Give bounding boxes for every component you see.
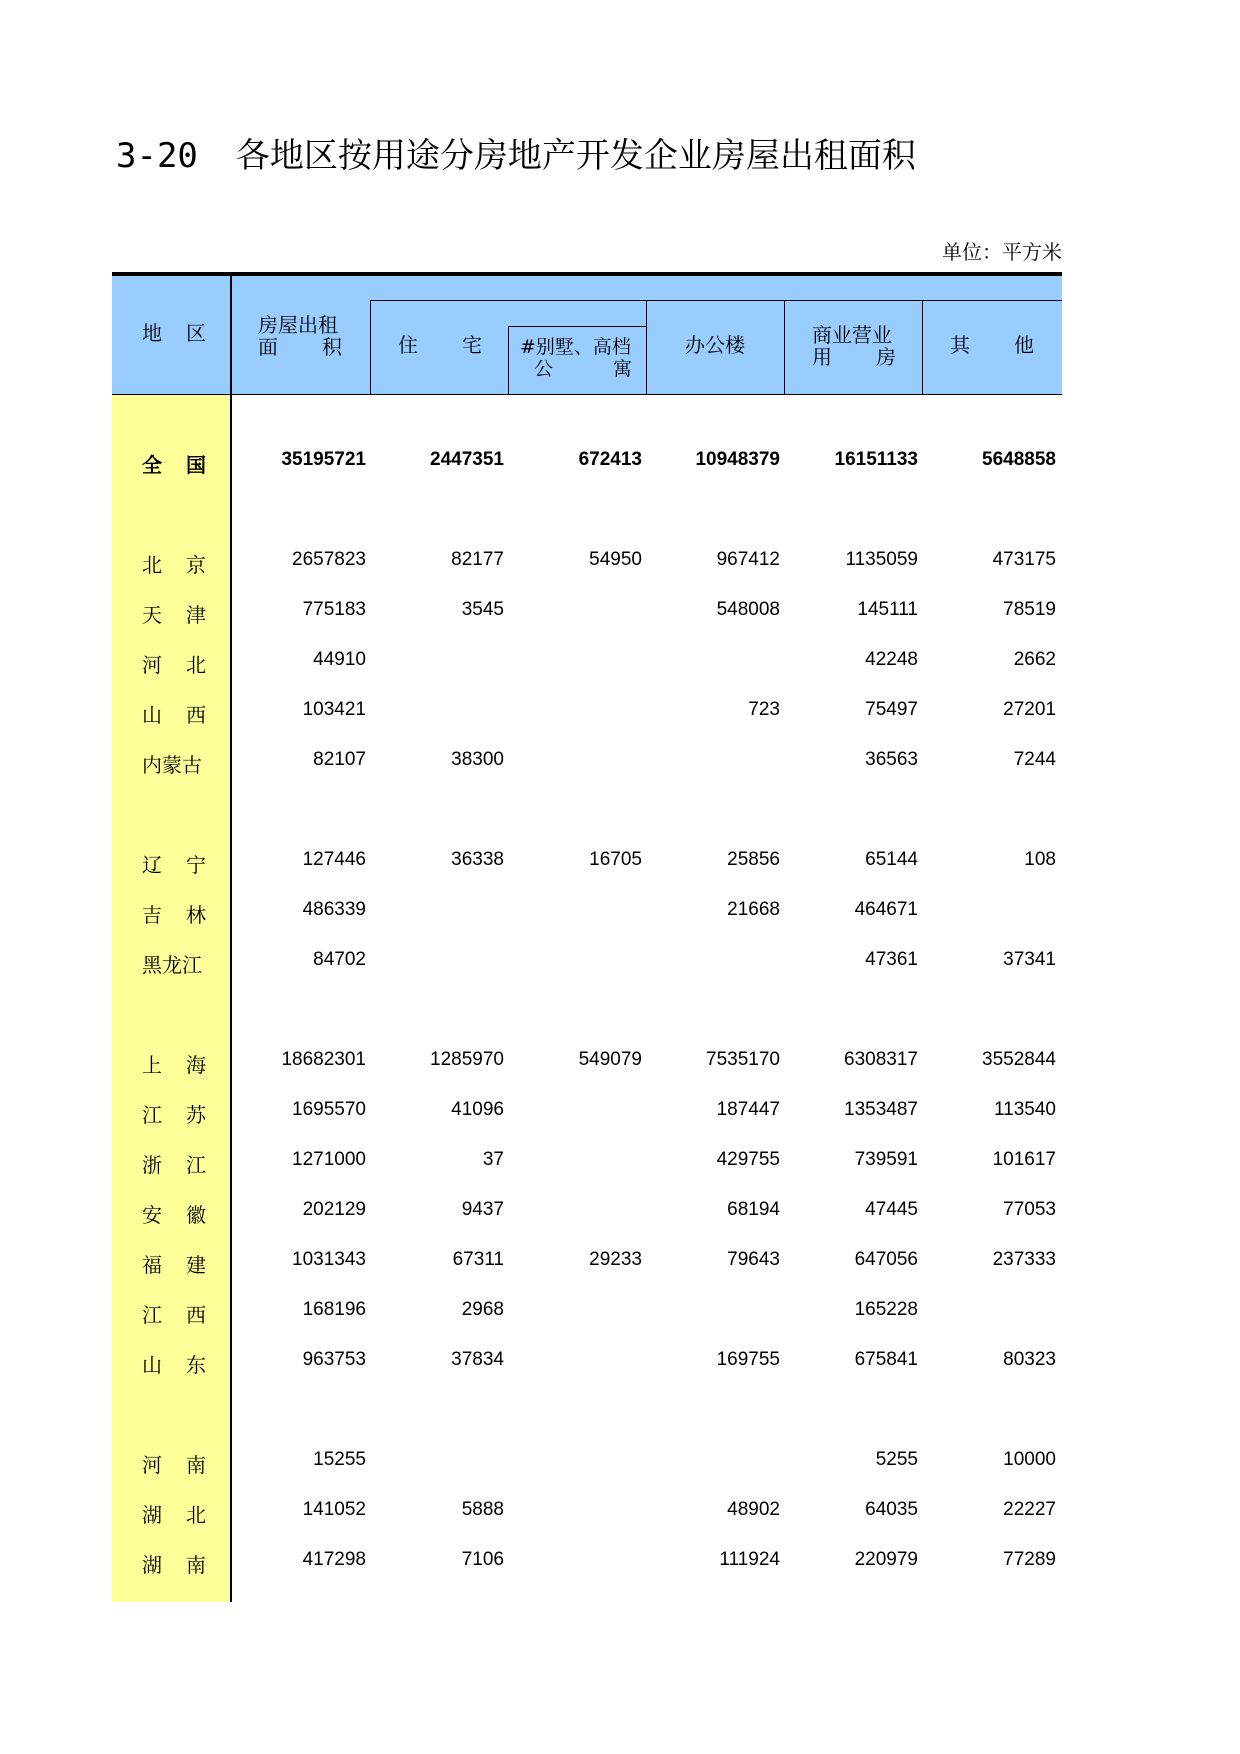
cell-office: 111924 <box>719 1549 780 1570</box>
cell-total: 35195721 <box>281 449 366 470</box>
cell-commercial: 675841 <box>854 1349 918 1370</box>
table-row <box>112 1535 1062 1585</box>
cell-total: 103421 <box>302 699 366 720</box>
cell-residential: 82177 <box>451 549 504 570</box>
cell-other: 77053 <box>1003 1199 1056 1220</box>
region-name: 湖 南 <box>142 1553 206 1577</box>
region-name: 河 南 <box>142 1453 206 1477</box>
cell-office: 68194 <box>727 1199 780 1220</box>
cell-other: 2662 <box>1013 649 1056 670</box>
cell-residential: 38300 <box>451 749 504 770</box>
cell-total: 1695570 <box>292 1099 366 1120</box>
cell-commercial: 16151133 <box>834 449 918 470</box>
cell-villa: 672413 <box>578 449 642 470</box>
cell-office: 25856 <box>727 849 780 870</box>
cell-total: 15255 <box>313 1449 366 1470</box>
region-name: 安 徽 <box>142 1203 206 1227</box>
header-residential: 住 宅 <box>398 333 482 357</box>
header-divider <box>370 300 371 394</box>
region-name: 江 西 <box>142 1303 206 1327</box>
header-divider <box>230 276 232 394</box>
cell-commercial: 5255 <box>875 1449 918 1470</box>
header-villa: #别墅、高档 公 寓 <box>520 336 632 380</box>
cell-other: 113540 <box>994 1099 1056 1120</box>
cell-other: 101617 <box>992 1149 1056 1170</box>
page-title <box>116 128 916 177</box>
cell-residential: 36338 <box>451 849 504 870</box>
cell-other: 3552844 <box>982 1049 1056 1070</box>
cell-office: 169755 <box>716 1349 780 1370</box>
cell-total: 202129 <box>302 1199 366 1220</box>
cell-other: 22227 <box>1003 1499 1056 1520</box>
cell-total: 486339 <box>302 899 366 920</box>
cell-residential: 9437 <box>461 1199 504 1220</box>
cell-residential: 2447351 <box>430 449 504 470</box>
table-row <box>112 1335 1062 1385</box>
cell-residential: 2968 <box>461 1299 504 1320</box>
cell-office: 429755 <box>716 1149 780 1170</box>
table-row <box>112 1035 1062 1085</box>
region-name: 河 北 <box>142 653 206 677</box>
cell-other: 27201 <box>1003 699 1056 720</box>
region-name: 上 海 <box>142 1053 206 1077</box>
region-name: 江 苏 <box>142 1103 206 1127</box>
header-region: 地 区 <box>142 321 206 345</box>
cell-total: 775183 <box>302 599 366 620</box>
region-name: 湖 北 <box>142 1503 206 1527</box>
cell-residential: 3545 <box>461 599 504 620</box>
cell-residential: 1285970 <box>430 1049 504 1070</box>
region-name: 山 西 <box>142 703 206 727</box>
cell-commercial: 65144 <box>865 849 918 870</box>
cell-total: 44910 <box>313 649 366 670</box>
cell-commercial: 220979 <box>854 1549 918 1570</box>
table-row <box>112 835 1062 885</box>
cell-other: 5648858 <box>982 449 1056 470</box>
cell-other: 108 <box>1024 849 1056 870</box>
region-name: 山 东 <box>142 1353 206 1377</box>
cell-residential: 67311 <box>452 1249 504 1270</box>
cell-total: 963753 <box>302 1349 366 1370</box>
cell-commercial: 64035 <box>865 1499 918 1520</box>
header-divider <box>508 326 509 394</box>
header-divider <box>508 326 646 327</box>
cell-residential: 41096 <box>451 1099 504 1120</box>
cell-total: 168196 <box>302 1299 366 1320</box>
region-name: 内蒙古 <box>142 753 202 777</box>
cell-other: 80323 <box>1003 1349 1056 1370</box>
cell-office: 79643 <box>727 1249 780 1270</box>
header-divider <box>784 300 785 394</box>
cell-total: 127446 <box>302 849 366 870</box>
cell-office: 48902 <box>727 1499 780 1520</box>
cell-total: 84702 <box>313 949 366 970</box>
region-name: 北 京 <box>142 553 206 577</box>
table-row <box>112 535 1062 585</box>
cell-office: 723 <box>748 699 780 720</box>
region-name: 黑龙江 <box>142 953 202 977</box>
cell-commercial: 145111 <box>857 599 918 620</box>
header-other: 其 他 <box>950 333 1034 357</box>
cell-other: 7244 <box>1013 749 1056 770</box>
cell-office: 21668 <box>727 899 780 920</box>
table-header <box>112 276 1062 395</box>
cell-office: 548008 <box>716 599 780 620</box>
cell-total: 1031343 <box>292 1249 366 1270</box>
table-row <box>112 885 1062 935</box>
cell-commercial: 739591 <box>854 1149 918 1170</box>
table-number: 3-20 <box>116 136 198 176</box>
cell-villa: 54950 <box>589 549 642 570</box>
table-row <box>112 1485 1062 1535</box>
cell-commercial: 1353487 <box>844 1099 918 1120</box>
cell-commercial: 47445 <box>865 1199 918 1220</box>
cell-commercial: 47361 <box>865 949 918 970</box>
cell-commercial: 36563 <box>865 749 918 770</box>
table-row <box>112 1085 1062 1135</box>
cell-total: 18682301 <box>281 1049 366 1070</box>
header-divider <box>370 300 1062 301</box>
table-row <box>112 935 1062 985</box>
cell-commercial: 6308317 <box>844 1049 918 1070</box>
table-row <box>112 585 1062 635</box>
cell-other: 78519 <box>1003 599 1056 620</box>
cell-total: 141052 <box>302 1499 366 1520</box>
cell-other: 473175 <box>992 549 1056 570</box>
cell-commercial: 1135059 <box>845 549 918 570</box>
cell-commercial: 75497 <box>865 699 918 720</box>
cell-total: 1271000 <box>292 1149 366 1170</box>
region-name: 全 国 <box>142 453 206 477</box>
cell-office: 10948379 <box>695 449 780 470</box>
cell-villa: 29233 <box>589 1249 642 1270</box>
cell-commercial: 464671 <box>854 899 918 920</box>
cell-villa: 16705 <box>589 849 642 870</box>
table-row <box>112 635 1062 685</box>
table-row <box>112 1185 1062 1235</box>
cell-office: 187447 <box>716 1099 780 1120</box>
unit-label: 单位：平方米 <box>942 240 1062 264</box>
cell-office: 7535170 <box>706 1049 780 1070</box>
table-row <box>112 735 1062 785</box>
cell-commercial: 165228 <box>854 1299 918 1320</box>
region-name: 天 津 <box>142 603 206 627</box>
header-office: 办公楼 <box>685 333 745 357</box>
table-row <box>112 1135 1062 1185</box>
table-row <box>112 435 1062 485</box>
cell-residential: 37 <box>482 1149 504 1170</box>
cell-villa: 549079 <box>578 1049 642 1070</box>
table-row <box>112 1435 1062 1485</box>
cell-other: 77289 <box>1003 1549 1056 1570</box>
table-row <box>112 1235 1062 1285</box>
cell-total: 417298 <box>302 1549 366 1570</box>
header-rent-area: 房屋出租 面 积 <box>258 313 342 359</box>
table-row <box>112 1285 1062 1335</box>
header-commercial: 商业营业 用 房 <box>812 323 896 369</box>
cell-total: 82107 <box>313 749 366 770</box>
region-name: 吉 林 <box>142 903 206 927</box>
region-name: 福 建 <box>142 1253 206 1277</box>
region-name: 浙 江 <box>142 1153 206 1177</box>
table-title: 各地区按用途分房地产开发企业房屋出租面积 <box>235 136 916 176</box>
region-name: 辽 宁 <box>142 853 206 877</box>
header-divider <box>922 300 923 394</box>
cell-commercial: 647056 <box>854 1249 918 1270</box>
cell-residential: 37834 <box>451 1349 504 1370</box>
cell-commercial: 42248 <box>865 649 918 670</box>
cell-other: 237333 <box>992 1249 1056 1270</box>
cell-other: 10000 <box>1003 1449 1056 1470</box>
cell-residential: 5888 <box>461 1499 504 1520</box>
cell-total: 2657823 <box>292 549 366 570</box>
cell-residential: 7106 <box>461 1549 504 1570</box>
cell-office: 967412 <box>716 549 780 570</box>
cell-other: 37341 <box>1003 949 1056 970</box>
table-row <box>112 685 1062 735</box>
